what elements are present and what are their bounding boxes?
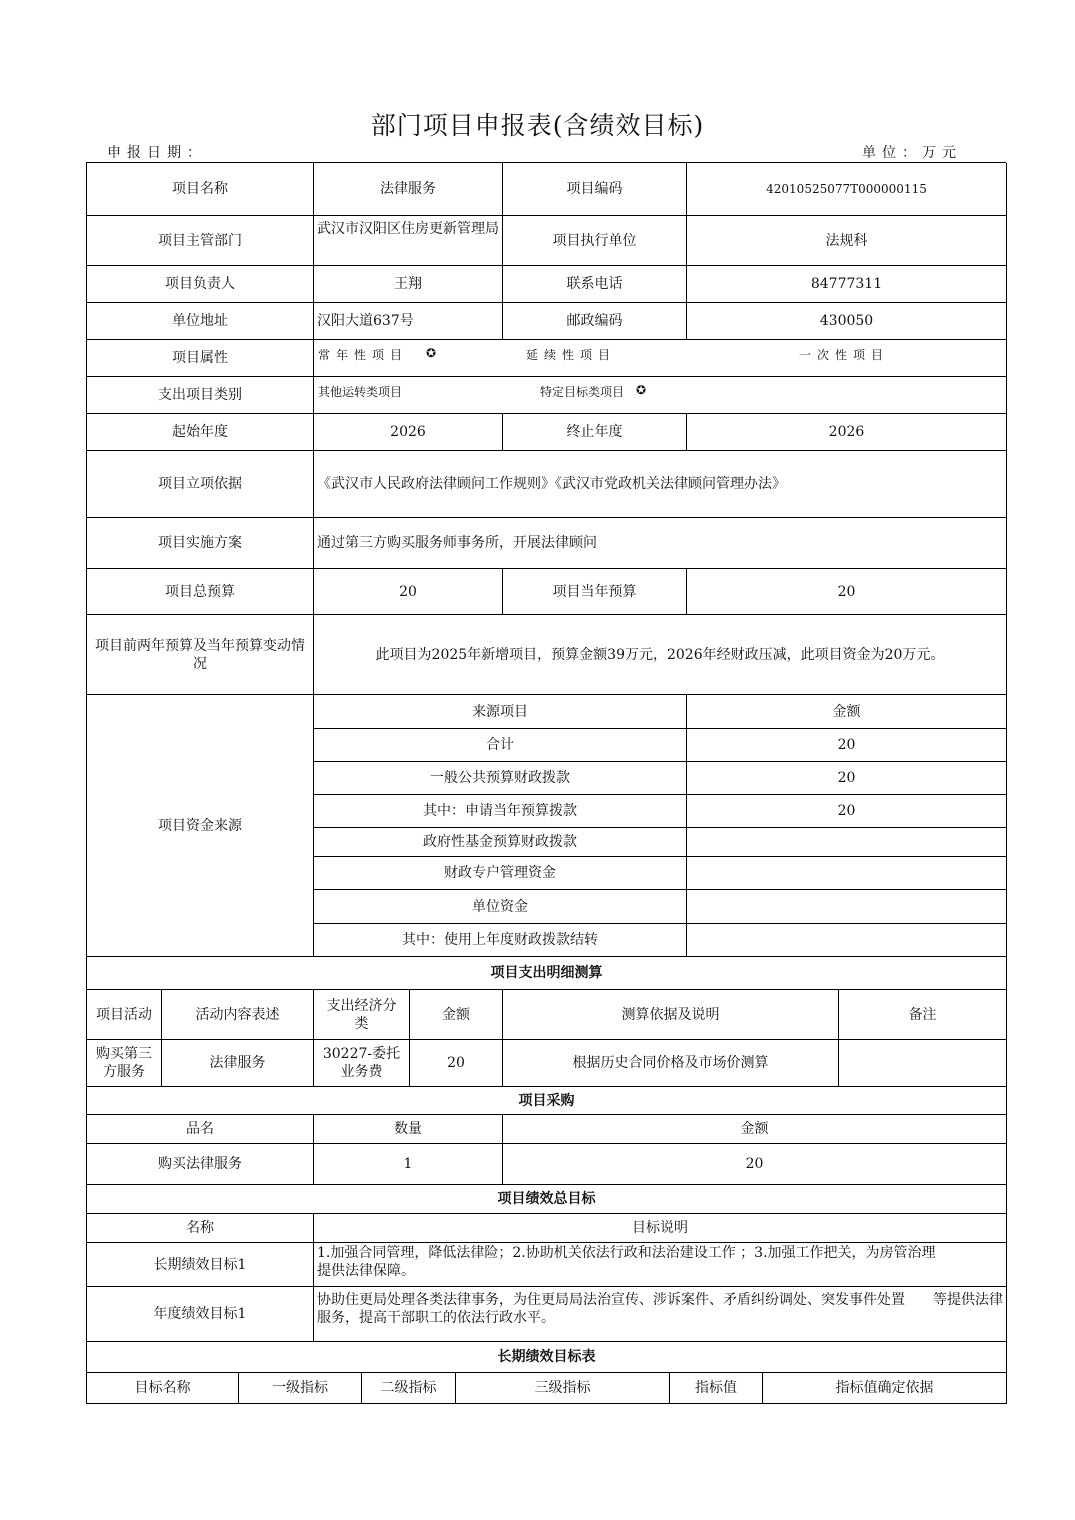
funding-row-name: 一般公共预算财政拨款 xyxy=(314,762,687,795)
detail-cell-remark xyxy=(839,1040,1007,1087)
funding-row-amount xyxy=(687,890,1007,924)
project-name-value: 法律服务 xyxy=(314,163,503,216)
funding-col-source: 来源项目 xyxy=(314,695,687,729)
long-table-header: 二级指标 xyxy=(362,1373,456,1404)
long-table-header: 指标值 xyxy=(670,1373,763,1404)
category-label: 支出项目类别 xyxy=(87,377,314,414)
long-table-header: 三级指标 xyxy=(456,1373,670,1404)
budget-change-label: 项目前两年预算及当年预算变动情况 xyxy=(87,615,314,695)
procurement-header: 金额 xyxy=(503,1115,1007,1144)
project-name-label: 项目名称 xyxy=(87,163,314,216)
procurement-header: 数量 xyxy=(314,1115,503,1144)
funding-row-name: 其中：申请当年预算拨款 xyxy=(314,795,687,828)
attr-option-continuing: 延续性项目 xyxy=(526,348,617,362)
end-year-value: 2026 xyxy=(687,414,1007,451)
page-title: 部门项目申报表(含绩效目标) xyxy=(370,111,705,140)
address-label: 单位地址 xyxy=(87,303,314,340)
basis-label: 项目立项依据 xyxy=(87,451,314,518)
start-year-value: 2026 xyxy=(314,414,503,451)
funding-row-name: 财政专户管理资金 xyxy=(314,857,687,890)
total-budget-value: 20 xyxy=(314,569,503,615)
basis-value: 《武汉市人民政府法律顾问工作规则》《武汉市党政机关法律顾问管理办法》 xyxy=(314,451,1007,518)
funding-row-amount xyxy=(687,857,1007,890)
annual-goal-text: 协助住更局处理各类法律事务，为住更局局法治宣传、涉诉案件、矛盾纠纷调处、突发事件处置 等提供法律服务，提高干部职工的依法行政水平。 xyxy=(314,1287,1007,1342)
project-code-label: 项目编码 xyxy=(503,163,687,216)
funding-col-amount: 金额 xyxy=(687,695,1007,729)
funding-row-name: 合计 xyxy=(314,729,687,762)
funding-row-name: 单位资金 xyxy=(314,890,687,924)
detail-cell-basis: 根据历史合同价格及市场价测算 xyxy=(503,1040,839,1087)
attr-option-annual: 常年性项目 xyxy=(318,348,409,362)
funding-row-amount xyxy=(687,924,1007,957)
procurement-cell-amount: 20 xyxy=(503,1144,1007,1185)
attribute-label: 项目属性 xyxy=(87,340,314,377)
dept-label: 项目主管部门 xyxy=(87,216,314,266)
application-form-table xyxy=(86,162,1006,1404)
long-table-header: 指标值确定依据 xyxy=(763,1373,1007,1404)
funding-row-amount: 20 xyxy=(687,762,1007,795)
cat-option-operation: 其他运转类项目 xyxy=(318,385,403,399)
attr-option-onetime: 一次性项目 xyxy=(799,348,890,362)
dept-value: 武汉市汉阳区住房更新管理局 xyxy=(314,216,503,266)
detail-header: 活动内容表述 xyxy=(162,990,314,1040)
funding-row-amount: 20 xyxy=(687,795,1007,828)
long-table-header: 目标名称 xyxy=(87,1373,239,1404)
exec-unit-value: 法规科 xyxy=(687,216,1007,266)
selected-mark-icon: ✪ xyxy=(636,383,647,397)
procurement-section-title: 项目采购 xyxy=(87,1087,1007,1115)
budget-change-value: 此项目为2025年新增项目，预算金额39万元，2026年经财政压减，此项目资金为20万元。 xyxy=(314,615,1007,695)
funding-row-amount xyxy=(687,828,1007,857)
year-budget-label: 项目当年预算 xyxy=(503,569,687,615)
plan-value: 通过第三方购买服务师事务所，开展法律顾问 xyxy=(314,518,1007,569)
zip-value: 430050 xyxy=(687,303,1007,340)
long-table-section-title: 长期绩效目标表 xyxy=(87,1342,1007,1373)
long-goal-text: 1.加强合同管理，降低法律险；2.协助机关依法行政和法治建设工作 ；3.加强工作把关，为房管治理提供法律保障。 xyxy=(314,1243,1007,1287)
detail-header: 金额 xyxy=(410,990,503,1040)
plan-label: 项目实施方案 xyxy=(87,518,314,569)
address-value: 汉阳大道637号 xyxy=(314,303,503,340)
attribute-options xyxy=(314,340,1007,377)
phone-label: 联系电话 xyxy=(503,266,687,303)
detail-header: 备注 xyxy=(839,990,1007,1040)
cat-option-special: 特定目标类项目 xyxy=(540,385,625,399)
detail-cell-activity: 购买第三方服务 xyxy=(87,1040,162,1087)
leader-value: 王翔 xyxy=(314,266,503,303)
long-table-header: 一级指标 xyxy=(239,1373,362,1404)
detail-header: 支出经济分类 xyxy=(314,990,410,1040)
zip-label: 邮政编码 xyxy=(503,303,687,340)
start-year-label: 起始年度 xyxy=(87,414,314,451)
detail-cell-econ-class: 30227-委托业务费 xyxy=(314,1040,410,1087)
total-budget-label: 项目总预算 xyxy=(87,569,314,615)
funding-row-amount: 20 xyxy=(687,729,1007,762)
goals-section-title: 项目绩效总目标 xyxy=(87,1185,1007,1214)
annual-goal-label: 年度绩效目标1 xyxy=(87,1287,314,1342)
detail-header: 项目活动 xyxy=(87,990,162,1040)
leader-label: 项目负责人 xyxy=(87,266,314,303)
funding-source-label: 项目资金来源 xyxy=(87,695,314,957)
detail-cell-content: 法律服务 xyxy=(162,1040,314,1087)
year-budget-value: 20 xyxy=(687,569,1007,615)
category-options xyxy=(314,377,1007,414)
funding-row-name: 政府性基金预算财政拨款 xyxy=(314,828,687,857)
procurement-header: 品名 xyxy=(87,1115,314,1144)
goals-header: 名称 xyxy=(87,1214,314,1243)
procurement-cell-qty: 1 xyxy=(314,1144,503,1185)
long-goal-label: 长期绩效目标1 xyxy=(87,1243,314,1287)
goals-header: 目标说明 xyxy=(314,1214,1007,1243)
selected-mark-icon: ✪ xyxy=(426,346,437,360)
exec-unit-label: 项目执行单位 xyxy=(503,216,687,266)
detail-cell-amount: 20 xyxy=(410,1040,503,1087)
report-date-label: 申报日期： xyxy=(107,145,207,161)
phone-value: 84777311 xyxy=(687,266,1007,303)
funding-row-name: 其中：使用上年度财政拨款结转 xyxy=(314,924,687,957)
project-code-value: 42010525077T000000115 xyxy=(687,163,1007,216)
end-year-label: 终止年度 xyxy=(503,414,687,451)
detail-section-title: 项目支出明细测算 xyxy=(87,957,1007,990)
procurement-cell-item: 购买法律服务 xyxy=(87,1144,314,1185)
unit-label: 单位：万元 xyxy=(862,145,962,161)
detail-header: 测算依据及说明 xyxy=(503,990,839,1040)
